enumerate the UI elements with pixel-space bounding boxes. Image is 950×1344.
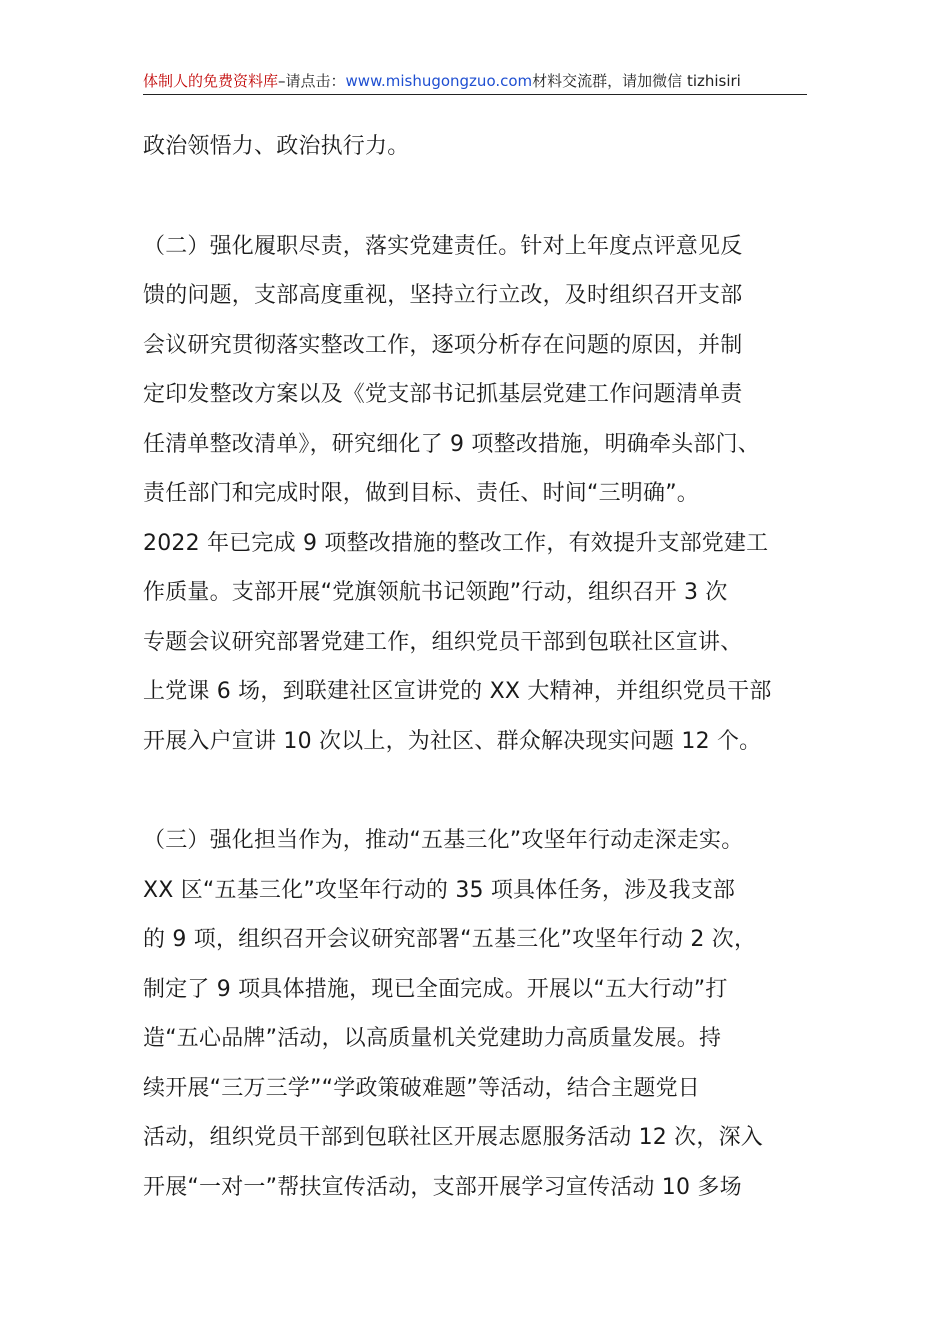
- text-line: XX 区“五基三化”攻坚年行动的 35 项具体任务，涉及我支部: [143, 877, 736, 903]
- document-body: [143, 122, 807, 1212]
- header-brand: 体制人的免费资料库: [143, 72, 279, 90]
- text-line: （二）强化履职尽责，落实党建责任。针对上年度点评意见反: [143, 233, 743, 259]
- text-line: 专题会议研究部署党建工作，组织党员干部到包联社区宣讲、: [143, 629, 743, 655]
- page-header: [143, 68, 807, 95]
- text-line: 续开展“三万三学”“学政策破难题”等活动，结合主题党日: [143, 1075, 700, 1101]
- text-line: 的 9 项，组织召开会议研究部署“五基三化”攻坚年行动 2 次，: [143, 927, 757, 952]
- text-line: 政治领悟力、政治执行力。: [143, 134, 410, 159]
- text-line: 2022 年已完成 9 项整改措施的整改工作，有效提升支部党建工: [143, 530, 769, 556]
- paragraph-gap: [143, 766, 807, 816]
- text-line: 上党课 6 场，到联建社区宣讲党的 XX 大精神，并组织党员干部: [143, 679, 772, 704]
- text-line: 活动，组织党员干部到包联社区开展志愿服务活动 12 次，深入: [143, 1125, 763, 1150]
- text-line: 会议研究贯彻落实整改工作，逐项分析存在问题的原因，并制: [143, 332, 743, 358]
- header-wechat-note: 材料交流群，请加微信 tizhisiri: [532, 72, 741, 90]
- paragraph-1: [143, 122, 807, 172]
- text-line: 开展“一对一”帮扶宣传活动，支部开展学习宣传活动 10 多场: [143, 1174, 742, 1200]
- text-line: 制定了 9 项具体措施，现已全面完成。开展以“五大行动”打: [143, 976, 728, 1002]
- text-line: （三）强化担当作为，推动“五基三化”攻坚年行动走深走实。: [143, 828, 744, 853]
- text-line: 任清单整改清单》，研究细化了 9 项整改措施，明确牵头部门、: [143, 431, 760, 457]
- header-prompt: –请点击：: [278, 72, 346, 90]
- text-line: 开展入户宣讲 10 次以上，为社区、群众解决现实问题 12 个。: [143, 728, 762, 754]
- text-line: 责任部门和完成时限，做到目标、责任、时间“三明确”。: [143, 481, 699, 506]
- paragraph-2: [143, 222, 807, 767]
- text-line: 定印发整改方案以及《党支部书记抓基层党建工作问题清单责: [143, 382, 743, 407]
- paragraph-gap: [143, 172, 807, 222]
- paragraph-3: [143, 816, 807, 1212]
- text-line: 造“五心品牌”活动，以高质量机关党建助力高质量发展。持: [143, 1026, 722, 1051]
- header-website-link[interactable]: www.mishugongzuo.com: [345, 72, 533, 90]
- text-line: 馈的问题，支部高度重视，坚持立行立改，及时组织召开支部: [143, 283, 743, 308]
- text-line: 作质量。支部开展“党旗领航书记领跑”行动，组织召开 3 次: [143, 580, 728, 605]
